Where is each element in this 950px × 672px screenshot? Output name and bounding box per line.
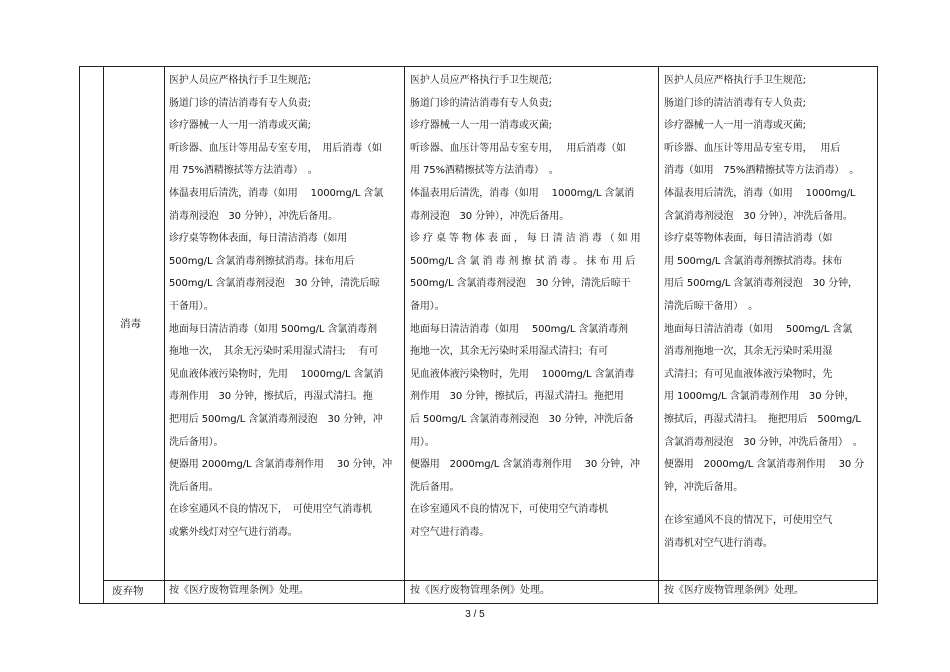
text-line: 毒剂作用 30 分钟，擦拭后，再湿式清扫。拖 [169,391,373,403]
text-line: 听诊器、血压计等用品专室专用， 用后消毒（如 [169,142,382,154]
text-line: 肠道门诊的清洁消毒有专人负责; [169,97,311,109]
text-line: 拖地一次， 其余无污染时采用湿式清扫; 有可 [169,346,379,358]
column-divider [164,67,165,603]
text-line: 用）。 [410,436,435,448]
text-line: 医护人员应严格执行手卫生规范; [169,75,311,86]
text-line: 对空气进行消毒。 [410,526,490,538]
text-line: 便器用 2000mg/L 含氯消毒剂作用 30 分钟，冲 [410,459,640,471]
text-line: 消毒（如用 75%酒精擦拭等方法消毒） 。 [664,165,860,177]
text-line: 便器用 2000mg/L 含氯消毒剂作用 30 分钟，冲 [169,459,393,471]
text-line: 清洗后晾干备用） 。 [664,300,758,312]
waste-cell-col1: 按《医疗废物管理条例》处理。 [169,585,309,596]
text-line: 含氯消毒剂浸泡 30 分钟），冲洗后备用。 [664,210,853,222]
text-line: 地面每日清洁消毒（如用 500mg/L 含氯 [664,323,853,335]
text-line: 见血液体液污染物时，先用 1000mg/L 含氯消 [169,368,384,380]
text-line: 用 75%酒精擦拭等方法消毒） 。 [410,165,559,177]
disinfection-table [79,66,878,604]
text-line: 用后 500mg/L 含氯消毒剂浸泡 30 分钟， [664,278,858,290]
text-line [664,499,864,510]
text-line: 或紫外线灯对空气进行消毒。 [169,526,298,538]
text-line: 用 1000mg/L 含氯消毒剂作用 30 分钟， [664,391,855,403]
row-label-waste: 废弃物 [112,585,144,597]
text-line: 诊疗桌等物体表面，每日清洁消毒（如 [664,233,833,245]
text-line: 500mg/L 含氯消毒剂浸泡 30 分钟，清洗后晾干 [410,278,631,290]
text-line: 听诊器、血压计等用品专室专用， 用后消毒（如 [410,142,626,154]
text-line: 体温表用后清洗，消毒（如用 1000mg/L 含氯 [169,187,384,199]
column-divider [103,67,104,603]
text-line: 医护人员应严格执行手卫生规范; [410,75,552,86]
waste-cell-col2: 按《医疗废物管理条例》处理。 [410,585,550,596]
text-line: 500mg/L 含氯消毒剂擦拭消毒。抹布用后 [169,255,355,267]
text-line: 式清扫；有可见血液体液污染物时，先 [664,368,833,380]
text-line: 擦拭后，再湿式清扫。 拖把用后 500mg/L [664,413,861,425]
text-line: 肠道门诊的清洁消毒有专人负责; [664,97,806,109]
text-line: 含氯消毒剂浸泡 30 分钟，冲洗后备用） 。 [664,436,863,448]
text-line: 洗后备用。 [410,481,460,493]
text-line: 诊 疗 桌 等 物 体 表 面 ， 每 日 清 洁 消 毒 （ 如 用 [410,233,641,245]
text-line: 肠道门诊的清洁消毒有专人负责; [410,97,552,109]
page-number: 3 / 5 [465,609,485,620]
text-line: 诊疗器械一人一用一消毒或灭菌; [169,120,311,132]
text-line: 诊疗桌等物体表面，每日清洁消毒（如用 [169,233,348,245]
text-line: 体温表用后清洗，消毒（如用 1000mg/L 含氯消 [410,187,635,199]
text-line: 地面每日清洁消毒（如用 500mg/L 含氯消毒剂 [169,323,377,335]
text-line: 在诊室通风不良的情况下，可使用空气消毒机 [410,504,608,516]
text-line: 500mg/L 含氯消毒剂浸泡 30 分钟，清洗后晾 [169,278,380,290]
text-line: 在诊室通风不良的情况下，可使用空气 [664,515,833,527]
column-divider [404,67,405,603]
text-line: 用 75%酒精擦拭等方法消毒） 。 [169,165,318,177]
text-line: 干备用）。 [169,300,214,312]
text-line: 诊疗器械一人一用一消毒或灭菌; [664,120,806,132]
text-line: 体温表用后清洗，消毒（如用 1000mg/L [664,187,856,199]
text-line: 后 500mg/L 含氯消毒剂浸泡 30 分钟，冲洗后备 [410,413,634,425]
text-line: 听诊器、血压计等用品专室专用， 用后 [664,142,841,154]
column-divider [658,67,659,603]
text-line: 用 500mg/L 含氯消毒剂擦拭消毒。抹布 [664,255,843,267]
text-line: 地面每日清洁消毒（如用 500mg/L 含氯消毒剂 [410,323,628,335]
text-line: 便器用 2000mg/L 含氯消毒剂作用 30 分 [664,459,865,471]
text-line: 在诊室通风不良的情况下， 可使用空气消毒机 [169,504,372,516]
text-line: 诊疗器械一人一用一消毒或灭菌; [410,120,552,132]
row-divider [103,580,877,581]
text-line: 拖地一次，其余无污染时采用湿式清扫；有可 [410,346,608,358]
text-line: 毒剂浸泡 30 分钟），冲洗后备用。 [410,210,570,222]
waste-cell-col3: 按《医疗废物管理条例》处理。 [664,585,804,596]
text-line: 500mg/L 含 氯 消 毒 剂 擦 拭 消 毒 。 抹 布 用 后 [410,255,636,267]
row-label-disinfection: 消毒 [120,318,141,330]
text-line: 医护人员应严格执行手卫生规范; [664,75,806,86]
text-line: 洗后备用）。 [169,436,224,448]
disinfection-cell-col3 [664,70,864,555]
text-line: 把用后 500mg/L 含氯消毒剂浸泡 30 分钟，冲 [169,413,383,425]
text-line: 洗后备用。 [169,481,219,493]
text-line: 剂作用 30 分钟，擦拭后，再湿式清扫。拖把用 [410,391,624,403]
text-line: 钟，冲洗后备用。 [664,481,744,493]
text-line: 消毒剂浸泡 30 分钟），冲洗后备用。 [169,210,339,222]
text-line: 消毒机对空气进行消毒。 [664,537,773,549]
disinfection-cell-col1 [169,70,392,544]
disinfection-cell-col2 [410,70,641,544]
text-line: 见血液体液污染物时，先用 1000mg/L 含氯消毒 [410,368,635,380]
text-line: 消毒剂拖地一次，其余无污染时采用湿 [664,346,833,358]
text-line: 备用）。 [410,300,445,312]
